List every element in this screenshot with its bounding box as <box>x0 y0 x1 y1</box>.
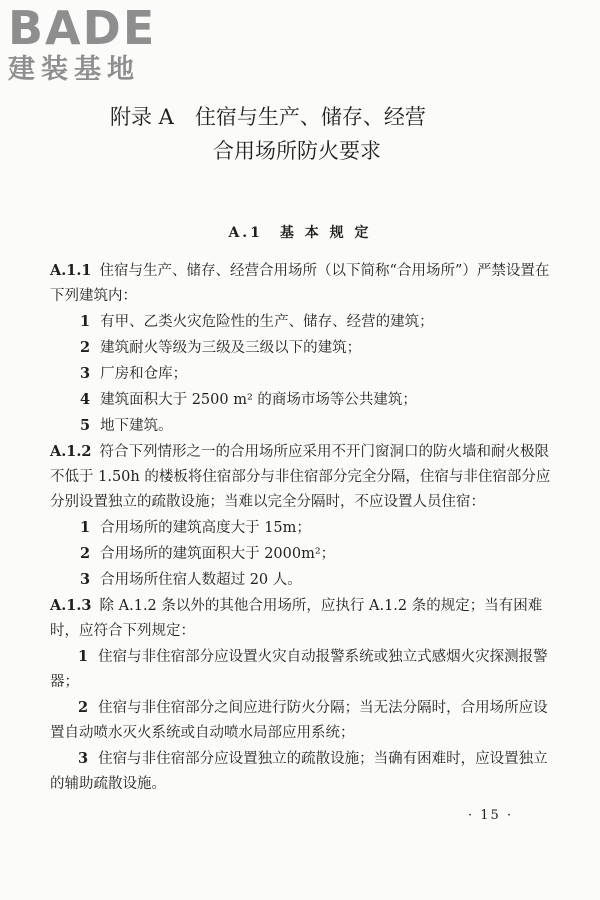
item-number: 2 <box>80 545 91 562</box>
clause-a111 <box>50 258 556 309</box>
bade-logo <box>8 1 178 86</box>
item-text: 合用场所住宿人数超过 20 人。 <box>100 572 302 588</box>
item-number: 1 <box>78 648 89 665</box>
item-text: 厂房和仓库； <box>100 366 188 382</box>
item-text: 建筑耐火等级为三级及三级以下的建筑； <box>100 340 362 356</box>
item-text: 住宿与非住宿部分应设置独立的疏散设施；当确有困难时，应设置独立的辅助疏散设施。 <box>50 751 548 792</box>
item-number: 1 <box>80 313 91 330</box>
clause-a112 <box>50 439 556 515</box>
list-item <box>50 361 556 387</box>
item-text: 地下建筑。 <box>100 418 173 434</box>
list-item <box>50 387 556 413</box>
item-text: 合用场所的建筑面积大于 2000m²； <box>100 546 336 562</box>
item-number: 3 <box>80 571 91 588</box>
clause-text: 除 A.1.2 条以外的其他合用场所，应执行 A.1.2 条的规定；当有困难时，应符合下列规定： <box>50 598 543 639</box>
clause-label: A.1.2 <box>50 443 92 460</box>
item-text: 建筑面积大于 2500 m² 的商场市场等公共建筑； <box>100 392 417 408</box>
list-item <box>50 695 556 746</box>
item-text: 有甲、乙类火灾危险性的生产、储存、经营的建筑； <box>100 314 434 330</box>
item-number: 5 <box>80 417 91 434</box>
title-line-2: 合用场所防火要求 <box>213 139 381 163</box>
document-body <box>50 258 556 797</box>
list-item <box>50 309 556 335</box>
section-heading: A.1 基 本 规 定 <box>228 225 372 241</box>
clause-a113 <box>50 593 556 644</box>
item-text: 住宿与非住宿部分之间应进行防火分隔；当无法分隔时，合用场所应设置自动喷水灭火系统或自动喷水局部应用系统； <box>50 700 548 741</box>
list-item <box>50 746 556 797</box>
item-number: 3 <box>80 365 91 382</box>
item-number: 1 <box>80 519 91 536</box>
list-item <box>50 567 556 593</box>
item-text: 合用场所的建筑高度大于 15m； <box>100 520 311 536</box>
list-item <box>50 644 556 695</box>
item-number: 3 <box>78 750 89 767</box>
logo-subtitle: 建装基地 <box>8 54 140 85</box>
appendix-title <box>0 100 600 168</box>
title-line-1: 附录 A 住宿与生产、储存、经营 <box>110 105 426 129</box>
page-number: · 15 · <box>468 808 514 823</box>
list-item <box>50 413 556 439</box>
logo-brand-text: BADE <box>8 1 157 55</box>
list-item <box>50 541 556 567</box>
clause-text: 符合下列情形之一的合用场所应采用不开门窗洞口的防火墙和耐火极限不低于 1.50h 的楼板将住宿部分与非住宿部分完全分隔，住宿与非住宿部分应分别设置独立的疏散设施；当难以完全分隔时，不应设置人员住宿： <box>50 444 551 510</box>
list-item <box>50 335 556 361</box>
clause-label: A.1.3 <box>50 597 92 614</box>
list-item <box>50 515 556 541</box>
item-number: 2 <box>80 339 91 356</box>
clause-label: A.1.1 <box>50 262 92 279</box>
clause-text: 住宿与生产、储存、经营合用场所（以下简称“合用场所”）严禁设置在下列建筑内： <box>50 263 550 304</box>
item-number: 2 <box>78 699 89 716</box>
item-number: 4 <box>80 391 91 408</box>
item-text: 住宿与非住宿部分应设置火灾自动报警系统或独立式感烟火灾探测报警器； <box>50 649 548 690</box>
